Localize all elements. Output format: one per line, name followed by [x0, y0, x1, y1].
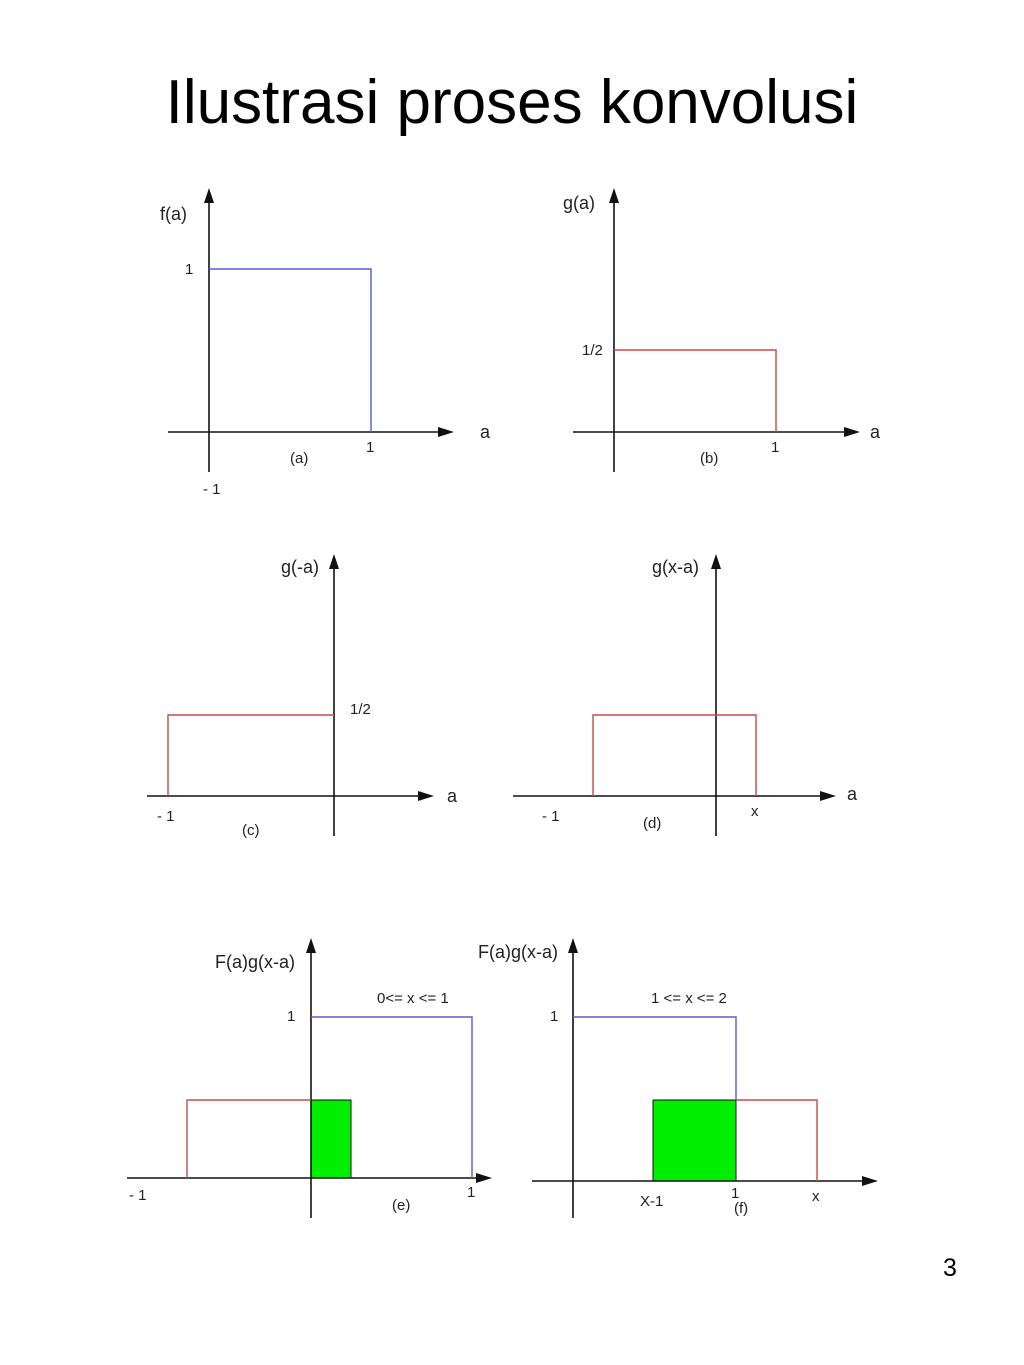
panel-a-f-pulse: [209, 269, 371, 432]
panel-a-caption: (a): [290, 450, 309, 467]
page-number: 3: [943, 1254, 957, 1282]
panel-f-x-tick-1: X-1: [640, 1193, 664, 1210]
panel-e-y-arrow: [306, 938, 316, 953]
panel-e-y-tick: 1: [287, 1008, 296, 1025]
panel-d-x-tick-left: - 1: [542, 808, 560, 825]
panel-f-y-tick: 1: [550, 1008, 559, 1025]
panel-b-x-arrow: [844, 427, 860, 437]
panel-d-func-label: g(x-a): [652, 557, 700, 577]
panel-b-y-arrow: [609, 188, 619, 203]
panel-f-x-tick-3: x: [812, 1188, 820, 1205]
panel-c: [147, 554, 458, 839]
panel-d-g-pulse: [593, 715, 756, 796]
panel-f-caption: (f): [734, 1200, 749, 1217]
panel-c-g-pulse: [168, 715, 334, 796]
panel-d-x-arrow: [820, 791, 836, 801]
panel-d: [513, 554, 858, 836]
panel-e-x-arrow: [476, 1173, 492, 1183]
panel-e-condition: 0<= x <= 1: [377, 990, 449, 1007]
panel-f-x-arrow: [862, 1176, 878, 1186]
panel-f-func-label: F(a)g(x-a): [478, 942, 558, 962]
panel-c-y-arrow: [329, 554, 339, 569]
panel-e-x-tick-right: 1: [467, 1184, 476, 1201]
panel-e-func-label: F(a)g(x-a): [215, 952, 295, 972]
panel-a-y-arrow: [204, 188, 214, 203]
panel-b-x-tick: 1: [771, 439, 780, 456]
panel-a-axis-label: a: [480, 422, 491, 442]
panel-c-x-arrow: [418, 791, 434, 801]
panel-f-x-tick-2: 1: [731, 1185, 740, 1202]
panel-f-overlap-area: [653, 1100, 736, 1181]
panel-f-y-arrow: [568, 938, 578, 953]
panel-a-below-label: - 1: [203, 481, 221, 498]
panel-c-axis-label: a: [447, 786, 458, 806]
panel-b-func-label: g(a): [563, 193, 596, 213]
panel-b-caption: (b): [700, 450, 719, 467]
panel-d-y-arrow: [711, 554, 721, 569]
panel-d-caption: (d): [643, 815, 662, 832]
panel-b-y-tick: 1/2: [582, 342, 603, 359]
panel-e-x-tick-left: - 1: [129, 1187, 147, 1204]
panel-c-y-tick: 1/2: [350, 701, 371, 718]
panel-a-y-tick: 1: [185, 261, 194, 278]
panel-a-x-arrow: [438, 427, 454, 437]
panel-a-x-tick: 1: [366, 439, 375, 456]
panel-f-g-pulse: [736, 1100, 817, 1181]
panel-a: [160, 188, 491, 498]
panel-c-caption: (c): [242, 822, 260, 839]
panel-d-x-tick-right: x: [751, 803, 759, 820]
panel-f-condition: 1 <= x <= 2: [651, 990, 727, 1007]
panel-a-func-label: f(a): [160, 204, 187, 224]
panel-b: [563, 188, 881, 472]
panel-e-g-pulse: [187, 1100, 311, 1178]
panel-e-overlap-area: [311, 1100, 351, 1178]
panel-b-g-pulse: [614, 350, 776, 432]
panel-e-caption: (e): [392, 1197, 411, 1214]
panel-c-func-label: g(-a): [281, 557, 320, 577]
panel-b-axis-label: a: [870, 422, 881, 442]
panel-e: [127, 938, 492, 1218]
panel-f: [478, 938, 878, 1218]
panel-c-x-tick: - 1: [157, 808, 175, 825]
panel-d-axis-label: a: [847, 784, 858, 804]
panel-f-f-pulse: [573, 1017, 736, 1100]
slide-title: Ilustrasi proses konvolusi: [165, 68, 859, 137]
